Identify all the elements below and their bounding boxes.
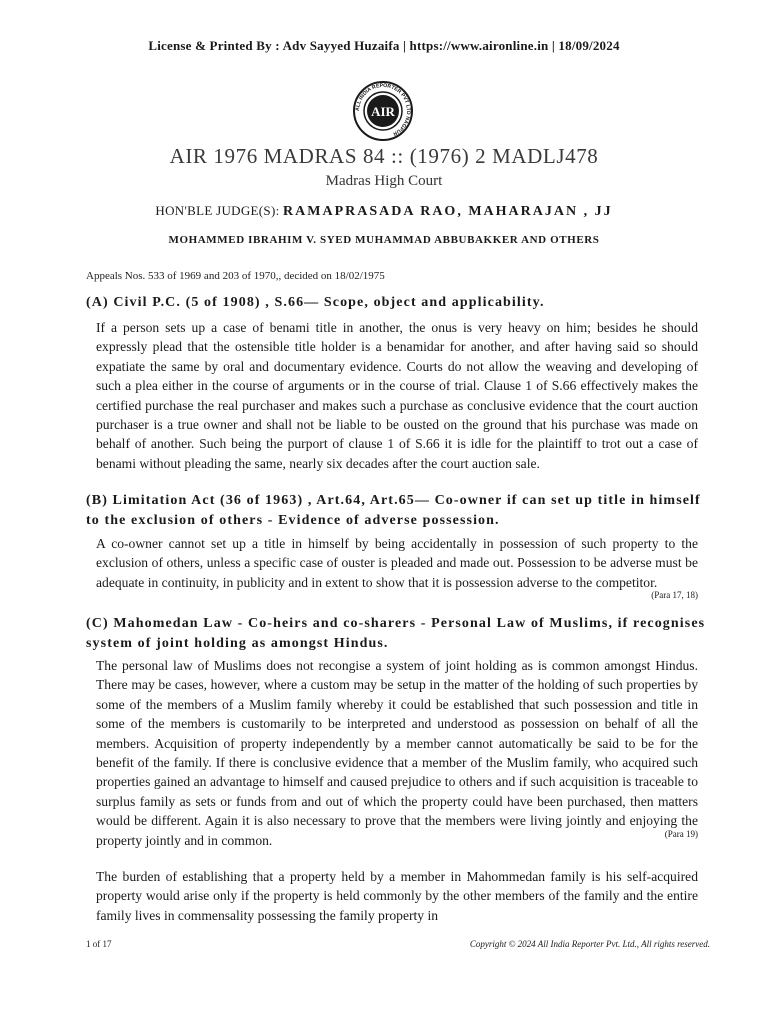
- headnote-b-heading: (B) Limitation Act (36 of 1963) , Art.64, Art.65— Co-owner if can set up title in himself to the exclusion of others - Evidence of adverse possession.: [86, 493, 701, 528]
- case-citation: AIR 1976 MADRAS 84 :: (1976) 2 MADLJ478: [169, 144, 599, 168]
- judges-line: [0, 203, 768, 220]
- headnote-c-paragraph-1: [96, 656, 698, 850]
- copyright-notice: Copyright © 2024 All India Reporter Pvt. Ltd., All rights reserved.: [469, 939, 710, 949]
- logo-center-text: AIR: [371, 104, 395, 119]
- headnote-a-paragraph: [96, 318, 698, 473]
- appeals-line: Appeals Nos. 533 of 1969 and 203 of 1970,, decided on 18/02/1975: [86, 270, 385, 282]
- judges-names: RAMAPRASADA RAO, MAHARAJAN , JJ: [283, 204, 613, 219]
- para-reference: (Para 19): [664, 828, 698, 839]
- air-logo: [352, 80, 414, 142]
- judges-label: HON'BLE JUDGE(S):: [155, 203, 280, 218]
- headnote-a-heading: (A) Civil P.C. (5 of 1908) , S.66— Scope, object and applicability.: [86, 295, 545, 310]
- headnote-b-paragraph: [96, 534, 698, 606]
- paragraph-text: The personal law of Muslims does not recongise a system of joint holding as is common amongst Hindus. There may be cases, however, where a custom may be setup in the matter of the holding of such properties by some of the members of a Muslim family whereby it could be established that such possession and title in some of the members is customarily to be interpreted and understood as possession on behalf of all the members. Acquisition of property independently by a member cannot automatically be said to be for the benefit of the family. If there is conclusive evidence that a member of the Muslim family, who acquired such properties gained an advantage to himself and caused prejudice to others and if such acquisition is traceable to surplus family as sets or funds from and out of which the property could have been purchased, then matters would be different. Again it is also necessary to prove that the members were living jointly and enjoying the property jointly and in common.: [96, 658, 698, 848]
- headnote-c-heading: (C) Mahomedan Law - Co-heirs and co-sharers - Personal Law of Muslims, if recognises system of joint holding as amongst Hindus.: [86, 616, 706, 651]
- case-parties: MOHAMMED IBRAHIM V. SYED MUHAMMAD ABBUBAKKER AND OTHERS: [168, 234, 600, 246]
- court-name: Madras High Court: [325, 173, 443, 189]
- page-number: 1 of 17: [86, 939, 112, 949]
- license-line: License & Printed By : Adv Sayyed Huzaifa | https://www.aironline.in | 18/09/2024: [148, 38, 620, 53]
- logo-ring-text: ALL INDIA REPORTER PVT LTD NAGPUR: [354, 82, 412, 137]
- para-reference: (Para 17, 18): [651, 590, 698, 601]
- headnote-c-paragraph-2: [96, 867, 698, 925]
- paragraph-text: If a person sets up a case of benami title in another, the onus is very heavy on him; besides he should expressly plead that the ostensible title holder is a benamidar for another, and after having said so should expatiate the same by oral and documentary evidence. Courts do not allow the weaving and developing of such a plea either in the course of arguments or in the course of trial. Clause 1 of S.66 effectively makes the certified purchase the real purchaser and makes such a purchase as conclusive evidence that the court auction purchaser is a true owner and shall not be liable to be ousted on the ground that his purchase was made on behalf of another. Such being the purport of clause 1 of S.66 it is idle for the plaintiff to trot out a case of benami without pleading the same, nearly six decades after the court auction sale.: [96, 320, 698, 471]
- paragraph-text: The burden of establishing that a property held by a member in Mahommedan family is his self-acquired property would arise only if the property is held commonly by the other members of the family and the entire family lives in commensality possessing the family property in: [96, 869, 698, 923]
- paragraph-text: A co-owner cannot set up a title in himself by being accidentally in possession of such property to the exclusion of others, unless a specific case of ouster is pleaded and made out. Possession to be adverse must be adequate in continuity, in publicity and in extent to show that it is possession adverse to the competitor.: [96, 536, 698, 590]
